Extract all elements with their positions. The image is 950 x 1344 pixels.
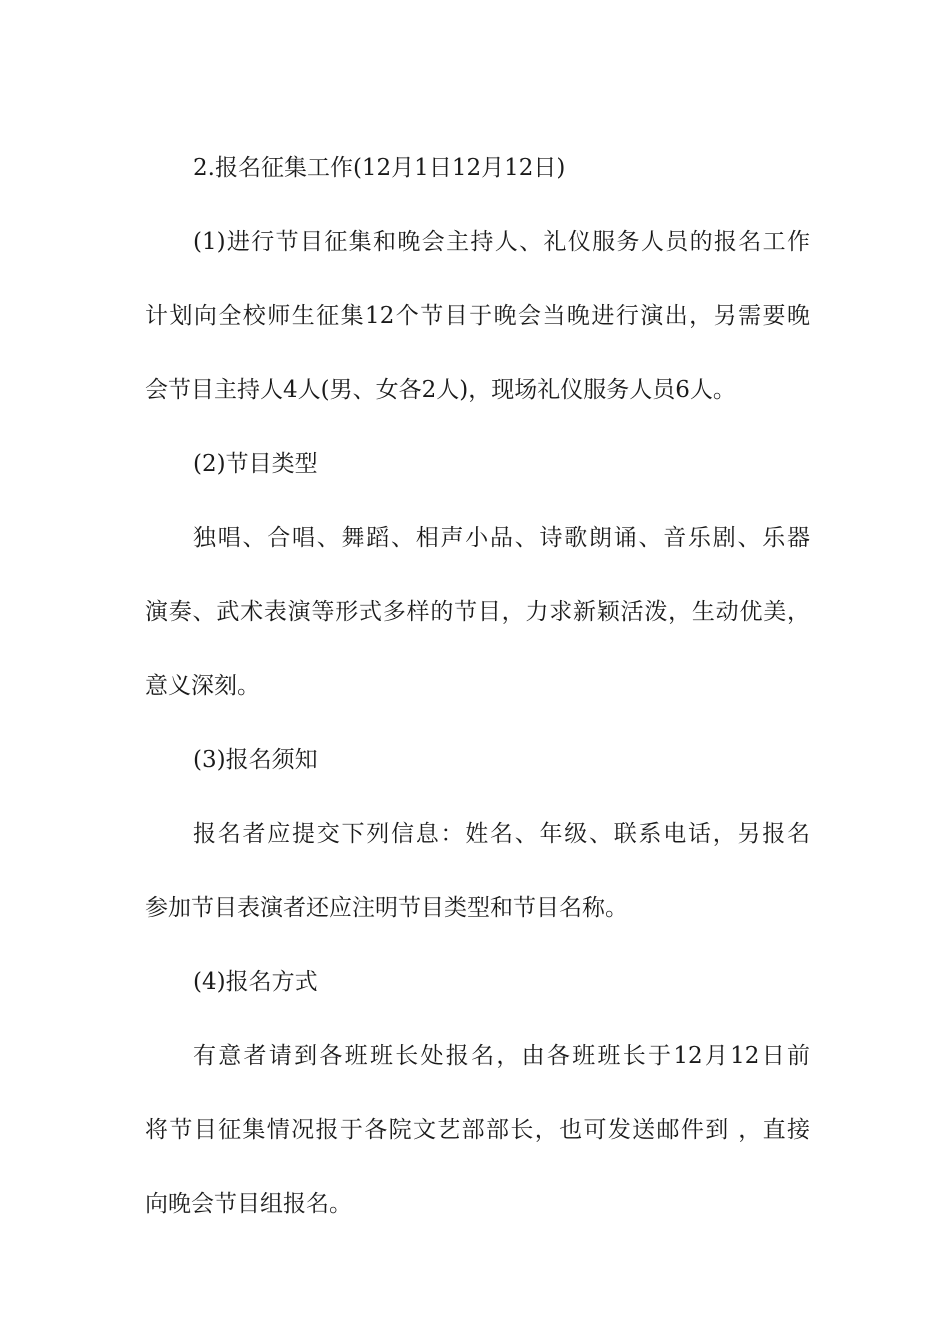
paragraph-line: 将节目征集情况报于各院文艺部部长，也可发送邮件到 ，直接 bbox=[145, 1117, 810, 1143]
paragraph-line: (1)进行节目征集和晚会主持人、礼仪服务人员的报名工作 bbox=[193, 229, 810, 255]
paragraph-line: 向晚会节目组报名。 bbox=[145, 1191, 352, 1217]
paragraph-line: 计划向全校师生征集12个节目于晚会当晚进行演出，另需要晚 bbox=[145, 303, 810, 329]
subsection-heading: (3)报名须知 bbox=[193, 747, 318, 773]
paragraph-line: 参加节目表演者还应注明节目类型和节目名称。 bbox=[145, 895, 628, 921]
paragraph-line: 独唱、合唱、舞蹈、相声小品、诗歌朗诵、音乐剧、乐器 bbox=[193, 525, 810, 551]
subsection-heading: (2)节目类型 bbox=[193, 451, 318, 477]
document-body bbox=[145, 131, 810, 1241]
subsection-heading: (4)报名方式 bbox=[193, 969, 318, 995]
paragraph-line: 意义深刻。 bbox=[145, 673, 260, 699]
paragraph-line: 有意者请到各班班长处报名，由各班班长于12月12日前 bbox=[193, 1043, 810, 1069]
section-heading: 2.报名征集工作(12月1日12月12日) bbox=[193, 155, 566, 181]
paragraph-line: 报名者应提交下列信息：姓名、年级、联系电话，另报名 bbox=[193, 821, 810, 847]
paragraph-line: 会节目主持人4人(男、女各2人)，现场礼仪服务人员6人。 bbox=[145, 377, 736, 403]
paragraph-line: 演奏、武术表演等形式多样的节目，力求新颖活泼，生动优美， bbox=[145, 599, 810, 625]
